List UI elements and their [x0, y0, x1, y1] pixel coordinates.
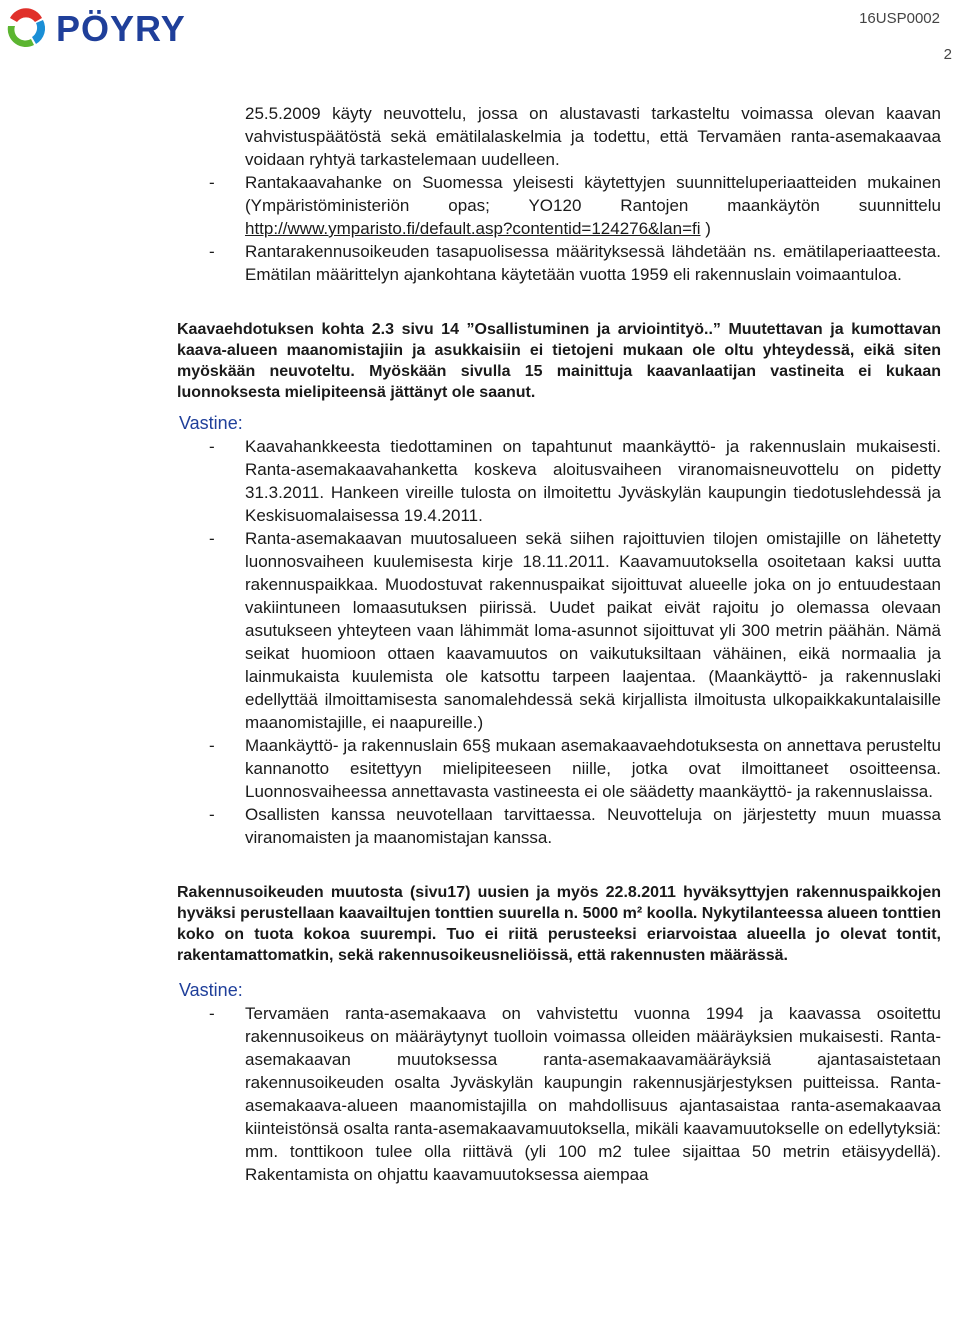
item-text: Ranta-asemakaavan muutosalueen sekä siihen rajoittuvien tilojen omistajille on lähetetty luonnosvaiheen kuulemisesta kirje 18.11.2011. Kaavamuutoksella osoitetaan kaksi uutta rakennuspaikkaa. Muodostuvat rakennuspaikat sijoittuvat alueelle joka on jo entuudestaan vakiintuneen lomaasutuksen piirissä. Uudet paikat eivät rajoitu jo olemassa olevaan asutukseen yhteyteen vaan lähimmät loma-asunnot sijoittuvat yli 300 metrin päähän. Nämä seikat huomioon ottaen kaavamuutos on vaikutuksiltaan vähäinen, eikä normaalia ja lainmukaista kuulemista ole katsottu tarpeen laajentaa. (Maankäyttö- ja rakennuslaki edellyttää ilmoittamisesta sanomalehdessä sekä kirjallista ilmoitusta ulkopaikkakuntalaisille maanomistajille, ei naapureille.) [245, 529, 941, 732]
list-item [177, 171, 941, 240]
list-item [177, 1002, 941, 1186]
ymparisto-link[interactable]: http://www.ymparisto.fi/default.asp?contentid=124276&lan=fi [245, 219, 701, 238]
item-text: Kaavahankkeesta tiedottaminen on tapahtunut maankäyttö- ja rakennuslain mukaisesti. Ranta-asemakaavahanketta koskeva aloitusvaiheen viranomaisneuvottelu on pidetty 31.3.2011. Hankeen vireille tulosta on ilmoitettu Jyväskylän kaupungin tiedotuslehdessä ja Keskisuomalaisessa 19.4.2011. [245, 437, 941, 525]
list-dash: - [209, 242, 215, 261]
intro-paragraph: 25.5.2009 käyty neuvottelu, jossa on alustavasti tarkasteltu voimassa olevan kaavan vahvistuspäätöstä sekä emätilalaskelmia ja todettu, että Tervamäen ranta-asemakaavaa voidaan ryhtyä tarkastelemaan uudelleen. [245, 104, 941, 169]
list-dash: - [209, 173, 215, 192]
list-dash: - [209, 1004, 215, 1023]
item-text: Tervamäen ranta-asemakaava on vahvistettu vuonna 1994 ja kaavassa osoitettu rakennusoikeus on määräytynyt tuolloin voimassa olleiden määräyksien mukaisesti. Ranta-asemakaavan muutoksessa ranta-asemakaavamääräyksiä ajantasaistetaan rakennusoikeuden osalta Jyväskylän kaupungin rakennusjärjestyksen puitteissa. Ranta-asemakaava-alueen maanomistajilla on mahdollisuus ajantasaistaa ranta-asemakaavaa kiinteistönsä osalta ranta-asemakaavamuutoksella, mikäli kaavamuutokselle on edellytyksiä: mm. tonttikoon tulee olla riittävä (yli 100 m2 tulee sijaittaa 50 metrin etäisyydellä). Rakentamista on ohjattu kaavamuutoksessa aiempaa [245, 1004, 941, 1184]
poyry-logo-graphic [4, 4, 244, 50]
logo-swirl-blue [32, 20, 45, 44]
list-dash: - [209, 437, 215, 456]
logo-swirl-red [10, 8, 42, 22]
logo-wordmark: PÖYRY [56, 8, 186, 49]
document-id: 16USP0002 [859, 10, 940, 27]
list-item [177, 803, 941, 849]
list-item [177, 240, 941, 286]
response-label: Vastine: [179, 413, 243, 433]
item-text-tail: ) [700, 219, 711, 238]
item-text: Rantakaavahanke on Suomessa yleisesti käytettyjen suunnitteluperiaatteiden mukainen (Ympäristöministeriön opas; YO120 Rantojen maankäytön suunnittelu [245, 173, 941, 215]
logo-swirl-green [8, 26, 34, 47]
document-body [177, 102, 941, 1186]
response-label: Vastine: [179, 980, 243, 1000]
list-dash: - [209, 736, 215, 755]
poyry-logo [4, 4, 244, 50]
section-heading: Rakennusoikeuden muutosta (sivu17) uusien ja myös 22.8.2011 hyväksyttyjen rakennuspaikkojen hyväksi perustellaan kaavailtujen tonttien suurella n. 5000 m² koolla. Nykytilanteessa alueen tonttien koko on tuota kokoa suurempi. Tuo ei riitä perusteeksi eriarvoistaa alueella jo olevat tontit, rakentamattomatkin, sekä rakennusoikeusneliöissä, että rakennusten määrässä. [177, 884, 941, 964]
list-dash: - [209, 529, 215, 548]
item-text: Maankäyttö- ja rakennuslain 65§ mukaan asemakaavaehdotuksesta on annettava perusteltu kannanotto esitettyyn mielipiteeseen niille, jotka ovat ilmoittaneet osoitteensa. Luonnosvaiheessa annettavasta vastineesta ei ole säädetty maankäyttö- ja rakennuslaissa. [245, 736, 941, 801]
page-number: 2 [943, 46, 952, 63]
item-text: Osallisten kanssa neuvotellaan tarvittaessa. Neuvotteluja on järjestetty muun muassa viranomaisten ja maanomistajan kanssa. [245, 805, 941, 847]
list-item [177, 435, 941, 527]
list-item [177, 734, 941, 803]
list-dash: - [209, 805, 215, 824]
list-item [177, 527, 941, 734]
item-text: Rantarakennusoikeuden tasapuolisessa määrityksessä lähdetään ns. emätilaperiaatteesta. Emätilan määrittelyn ajankohtana käytetään vuotta 1959 eli rakennuslain voimaantuloa. [245, 242, 941, 284]
section-heading: Kaavaehdotuksen kohta 2.3 sivu 14 ”Osallistuminen ja arviointityö..” Muutettavan ja kumottavan kaava-alueen maanomistajiin ja asukkaisiin ei tietojeni mukaan ole oltu yhteydessä, eikä siten myöskään neuvoteltu. Myöskään sivulla 15 mainittuja kaavanlaatijan vastineita ei kukaan luonnoksesta mielipiteensä jättänyt ole saanut. [177, 321, 941, 401]
